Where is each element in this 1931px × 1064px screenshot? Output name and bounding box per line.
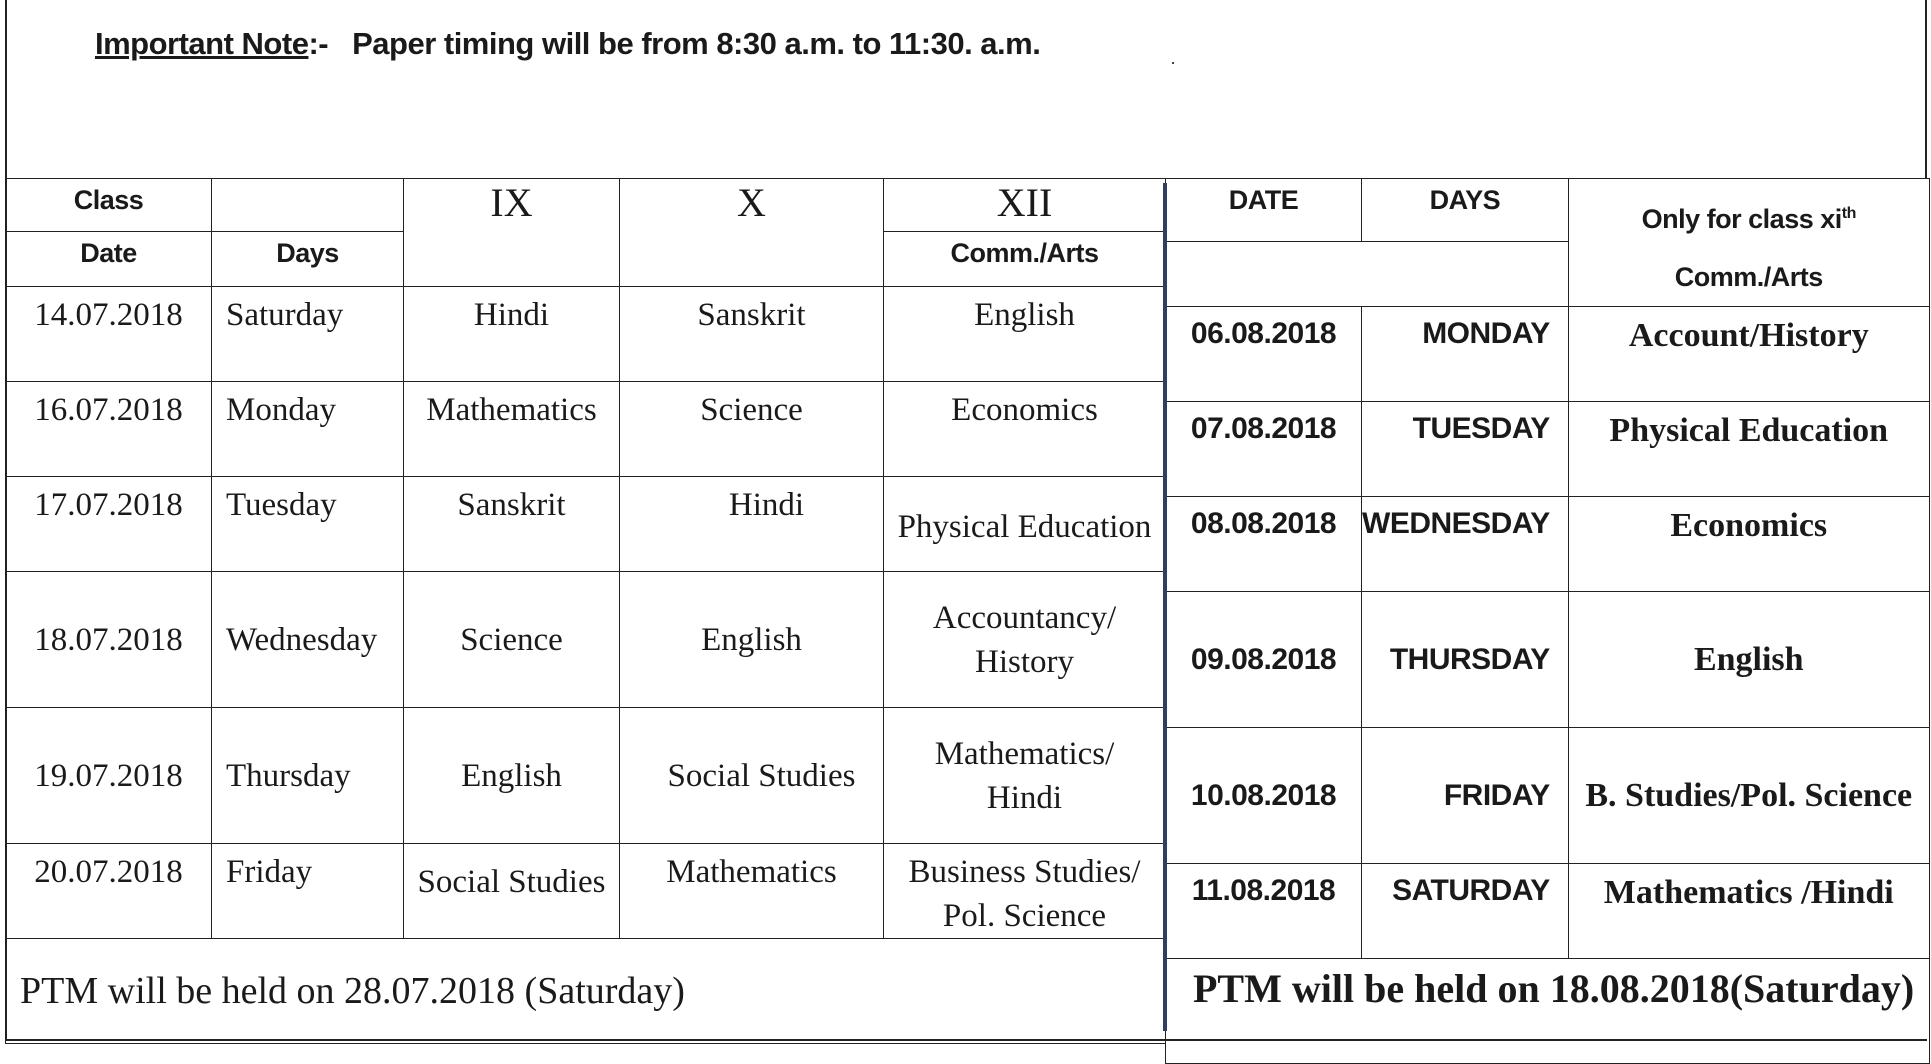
row-xii-line2: Pol. Science [942,898,1107,934]
header-ix: IX [404,179,620,287]
row-date: 07.08.2018 [1166,402,1362,497]
header-days: DAYS [1362,179,1569,242]
table-row [1166,728,1930,864]
row-day: MONDAY [1362,307,1569,402]
table-row [1166,864,1930,959]
row-xii-line1: Physical Education [897,509,1152,545]
row-ix: Mathematics [404,382,620,477]
row-subject: Account/History [1568,307,1929,402]
header-row-1 [1166,179,1930,242]
row-day: Saturday [212,287,404,382]
table-row [6,382,1166,477]
row-x: Hindi [620,477,884,572]
row-xii-line1: Business Studies/ [908,854,1141,890]
row-xii-line1: English [974,297,1075,333]
row-xii [884,708,1166,844]
header-date: DATE [1166,179,1362,242]
row-date: 10.08.2018 [1166,728,1362,864]
row-x: Social Studies [620,708,884,844]
row-ix: English [404,708,620,844]
important-note [95,26,1040,62]
table-row [6,844,1166,939]
section-divider [1163,183,1167,1031]
row-day: Tuesday [212,477,404,572]
row-date: 19.07.2018 [6,708,212,844]
table-row [1166,592,1930,728]
row-day: FRIDAY [1362,728,1569,864]
row-date: 18.07.2018 [6,572,212,708]
note-label: Important Note [95,26,309,61]
ptm-note-left: PTM will be held on 28.07.2018 (Saturday) [6,939,1166,1044]
right-schedule-table [1165,178,1930,1064]
header-row-1 [6,179,1166,232]
table-row [6,287,1166,382]
table-row [1166,402,1930,497]
header-xii: XII [884,179,1166,232]
row-x: English [620,572,884,708]
row-day: Wednesday [212,572,404,708]
row-xii-line1: Economics [951,392,1098,428]
row-x: Science [620,382,884,477]
row-day: WEDNESDAY [1362,497,1569,592]
header-date: Date [6,232,212,287]
header-x: X [620,179,884,287]
row-xii [884,477,1166,572]
row-x: Mathematics [620,844,884,939]
left-schedule-table [5,178,1166,1044]
table-row [6,708,1166,844]
row-date: 09.08.2018 [1166,592,1362,728]
ptm-row [1166,959,1930,1064]
row-ix: Social Studies [404,844,620,939]
row-xii [884,382,1166,477]
ptm-note-right: PTM will be held on 18.08.2018(Saturday) [1166,959,1930,1064]
row-xii-line2: Hindi [986,779,1063,816]
row-ix: Sanskrit [404,477,620,572]
table-row [1166,307,1930,402]
row-date: 06.08.2018 [1166,307,1362,402]
row-xii-line2: History [975,643,1074,680]
row-ix: Science [404,572,620,708]
row-day: SATURDAY [1362,864,1569,959]
row-date: 16.07.2018 [6,382,212,477]
row-date: 14.07.2018 [6,287,212,382]
row-subject: Economics [1568,497,1929,592]
table-row [6,572,1166,708]
header-days: Days [212,232,404,287]
row-day: Thursday [212,708,404,844]
row-xii [884,572,1166,708]
header-class: Class [6,179,212,232]
table-row [6,477,1166,572]
header-stream: Comm./Arts [1674,262,1823,292]
row-xii-line1: Accountancy/ [932,599,1117,636]
table-row [1166,497,1930,592]
row-subject: Physical Education [1568,402,1929,497]
header-xii-stream: Comm./Arts [884,232,1166,287]
row-subject: English [1568,592,1929,728]
row-xii [884,844,1166,939]
note-separator: :- [308,26,329,61]
row-date: 11.08.2018 [1166,864,1362,959]
row-date: 20.07.2018 [6,844,212,939]
frame-right-edge [1925,0,1927,178]
row-day: Monday [212,382,404,477]
header-only-for-text: Only for class xi [1641,204,1842,234]
row-xii [884,287,1166,382]
row-subject: B. Studies/Pol. Science [1568,728,1929,864]
stray-dot [1172,62,1174,64]
row-xii-line1: Mathematics/ [934,735,1115,772]
row-day: THURSDAY [1362,592,1569,728]
row-day: TUESDAY [1362,402,1569,497]
header-only-for-sup: th [1841,205,1856,222]
row-date: 17.07.2018 [6,477,212,572]
header-only-for [1568,179,1929,307]
header-empty [212,179,404,232]
row-subject: Mathematics /Hindi [1568,864,1929,959]
note-text: Paper timing will be from 8:30 a.m. to 11:30. a.m. [352,26,1041,61]
ptm-row [6,939,1166,1044]
row-ix: Hindi [404,287,620,382]
row-date: 08.08.2018 [1166,497,1362,592]
header-empty [1166,241,1569,306]
row-day: Friday [212,844,404,939]
row-x: Sanskrit [620,287,884,382]
